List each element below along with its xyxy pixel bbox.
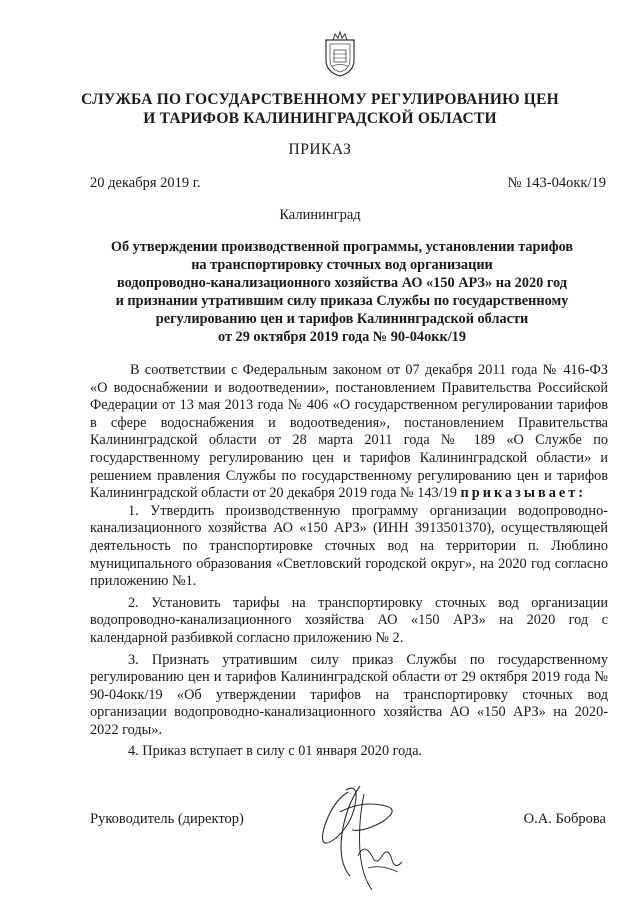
subject-line: от 29 октября 2019 года № 90-04окк/19 <box>218 329 466 345</box>
subject-line: Об утверждении производственной программы, установлении тарифов <box>110 239 574 255</box>
order-date: 20 декабря 2019 г. <box>90 175 201 191</box>
order-city: Калининград <box>279 207 361 223</box>
order-title: ПРИКАЗ <box>288 141 352 158</box>
order-number: № 143-04окк/19 <box>507 175 606 191</box>
agency-name-line-1: СЛУЖБА ПО ГОСУДАРСТВЕННОМУ РЕГУЛИРОВАНИЮ ЦЕН <box>81 91 559 108</box>
subject-line: и признании утратившим силу приказа Службы по государственному <box>115 293 569 309</box>
preamble-paragraph <box>90 362 608 503</box>
subject-line: водопроводно-канализационного хозяйства АО «150 АРЗ» на 2020 год <box>117 275 567 291</box>
order-item: 1. Утвердить производственную программу организации водопроводно-канализационного хозяйства АО «150 АРЗ» (ИНН 3913501370), осуществляющей деятельность по транспортировке сточных вод на территории п. Люблино муниципального образования «Светловский городской округ», на 2020 год согласно приложению №1. <box>90 502 608 590</box>
signatory-name: О.А. Боброва <box>523 811 606 827</box>
order-subject <box>92 238 592 346</box>
coat-of-arms-icon <box>320 30 360 78</box>
preamble-text: В соответствии с Федеральным законом от 07 декабря 2011 года № 416-ФЗ «О водоснабжении и водоотведении», постановлением Правительства Российской Федерации от 13 мая 2013 года № 406 «О государственном регулировании тарифов в сфере водоснабжения и водоотведения», постановлением Правительства Калининградской области от 28 марта 2011 года № 189 «О Службе по государственному регулированию цен и тарифов Калининградской области» и решением правления Службы по государственному регулированию цен и тарифов Калининградской области от 20 декабря 2019 года № 143/19 <box>90 362 608 502</box>
signatory-role: Руководитель (директор) <box>90 811 244 827</box>
order-body <box>90 362 608 761</box>
handwritten-signature <box>302 772 422 900</box>
order-item: 4. Приказ вступает в силу с 01 января 2020 года. <box>128 743 423 760</box>
order-item: 2. Установить тарифы на транспортировку сточных вод организации водопроводно-канализационного хозяйства АО «150 АРЗ» на 2020 год с календарной разбивкой согласно приложению № 2. <box>90 594 608 646</box>
order-item: 3. Признать утратившим силу приказ Службы по государственному регулированию цен и тарифов Калининградской области от 29 октября 2019 года № 90-04окк/19 «Об утверждении тарифов на транспортировку сточных вод организации водопроводно-канализационного хозяйства АО «150 АРЗ» на 2020-2022 годы». <box>90 651 608 738</box>
agency-name-line-2: И ТАРИФОВ КАЛИНИНГРАДСКОЙ ОБЛАСТИ <box>143 110 497 127</box>
subject-line: на транспортировку сточных вод организации <box>191 257 493 273</box>
agency-name <box>60 90 580 128</box>
orders-word: приказывает: <box>460 485 587 502</box>
subject-line: регулированию цен и тарифов Калининградской области <box>155 311 529 327</box>
